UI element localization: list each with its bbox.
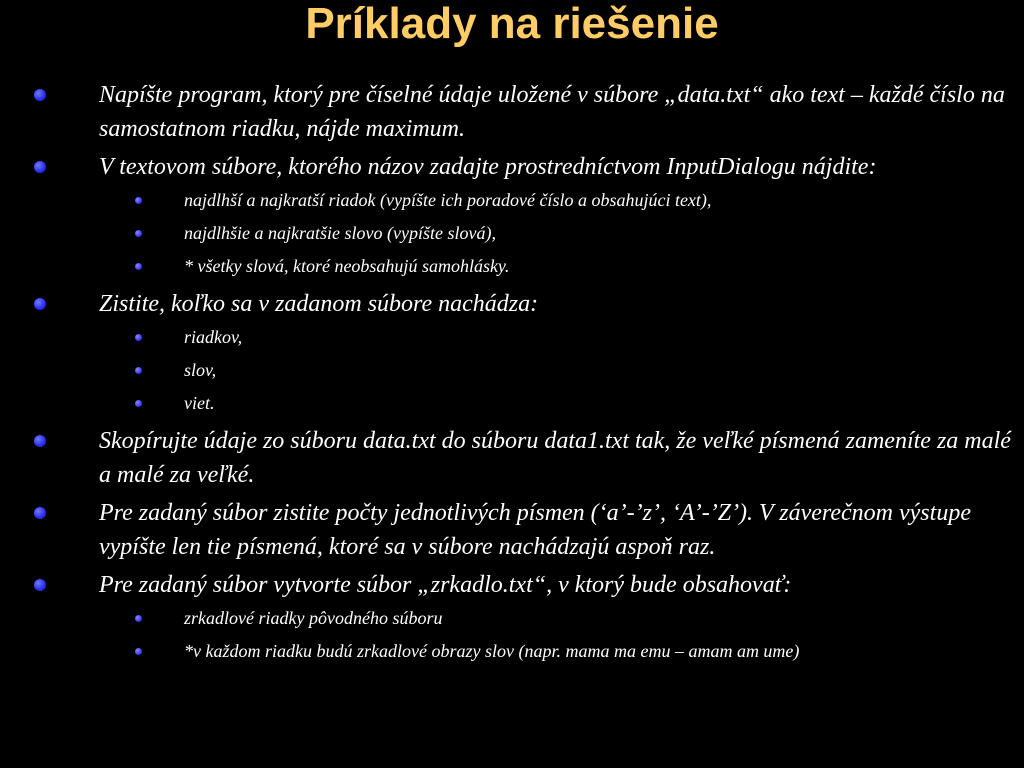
sub-bullet-icon xyxy=(135,367,142,374)
sub-list-item-text: * všetky slová, ktoré neobsahujú samohlásky. xyxy=(184,256,510,276)
list-item-text: Pre zadaný súbor vytvorte súbor „zrkadlo.txt“, v ktorý bude obsahovať: xyxy=(99,572,792,598)
sub-bullet-icon xyxy=(135,334,142,341)
sub-bullet-icon xyxy=(135,400,142,407)
bullet-icon xyxy=(34,298,46,310)
sub-list-item-text: slov, xyxy=(184,360,217,380)
bullet-icon xyxy=(34,89,46,101)
list-item-text: Zistite, koľko sa v zadanom súbore nachádza: xyxy=(99,291,539,317)
sub-list-item xyxy=(0,639,1024,664)
list-item xyxy=(0,424,1024,492)
sub-list-item xyxy=(0,221,1024,246)
sub-bullet-icon xyxy=(135,263,142,270)
list-item-text: Pre zadaný súbor zistite počty jednotlivých písmen (‘a’-’z’, ‘A’-’Z’). V záverečnom výstupe vypíšte len tie písmená, ktoré sa v súbore nachádzajú aspoň raz. xyxy=(99,500,971,560)
slide-title: Príklady na riešenie xyxy=(305,0,719,48)
list-item-text: Napíšte program, ktorý pre číselné údaje uložené v súbore „data.txt“ ako text – každé číslo na samostatnom riadku, nájde maximum. xyxy=(99,82,1005,142)
list-item-text: Skopírujte údaje zo súboru data.txt do súboru data1.txt tak, že veľké písmená zameníte za malé a malé za veľké. xyxy=(99,428,1011,488)
list-item xyxy=(0,78,1024,146)
list-item xyxy=(0,287,1024,321)
sub-list-item-text: viet. xyxy=(184,393,215,413)
sub-list-item-text: zrkadlové riadky pôvodného súboru xyxy=(184,608,443,628)
bullet-icon xyxy=(34,579,46,591)
sub-list-item xyxy=(0,325,1024,350)
sub-list-item-text: najdlhšie a najkratšie slovo (vypíšte slová), xyxy=(184,223,496,243)
list-item-text: V textovom súbore, ktorého názov zadajte prostredníctvom InputDialogu nájdite: xyxy=(99,154,877,180)
sub-list-item-text: najdlhší a najkratší riadok (vypíšte ich poradové číslo a obsahujúci text), xyxy=(184,190,712,210)
bullet-icon xyxy=(34,507,46,519)
sub-list-item xyxy=(0,391,1024,416)
bullet-icon xyxy=(34,435,46,447)
sub-bullet-icon xyxy=(135,230,142,237)
sub-list-item-text: *v každom riadku budú zrkadlové obrazy slov (napr. mama ma emu – amam am ume) xyxy=(184,641,800,661)
list-item xyxy=(0,150,1024,184)
sub-bullet-icon xyxy=(135,197,142,204)
sub-bullet-icon xyxy=(135,615,142,622)
sub-list-item xyxy=(0,606,1024,631)
sub-list-item xyxy=(0,254,1024,279)
bullet-icon xyxy=(34,161,46,173)
bullet-list xyxy=(0,78,1024,672)
sub-bullet-icon xyxy=(135,648,142,655)
sub-list-item xyxy=(0,188,1024,213)
sub-list-item xyxy=(0,358,1024,383)
list-item xyxy=(0,496,1024,564)
sub-list-item-text: riadkov, xyxy=(184,327,243,347)
list-item xyxy=(0,568,1024,602)
